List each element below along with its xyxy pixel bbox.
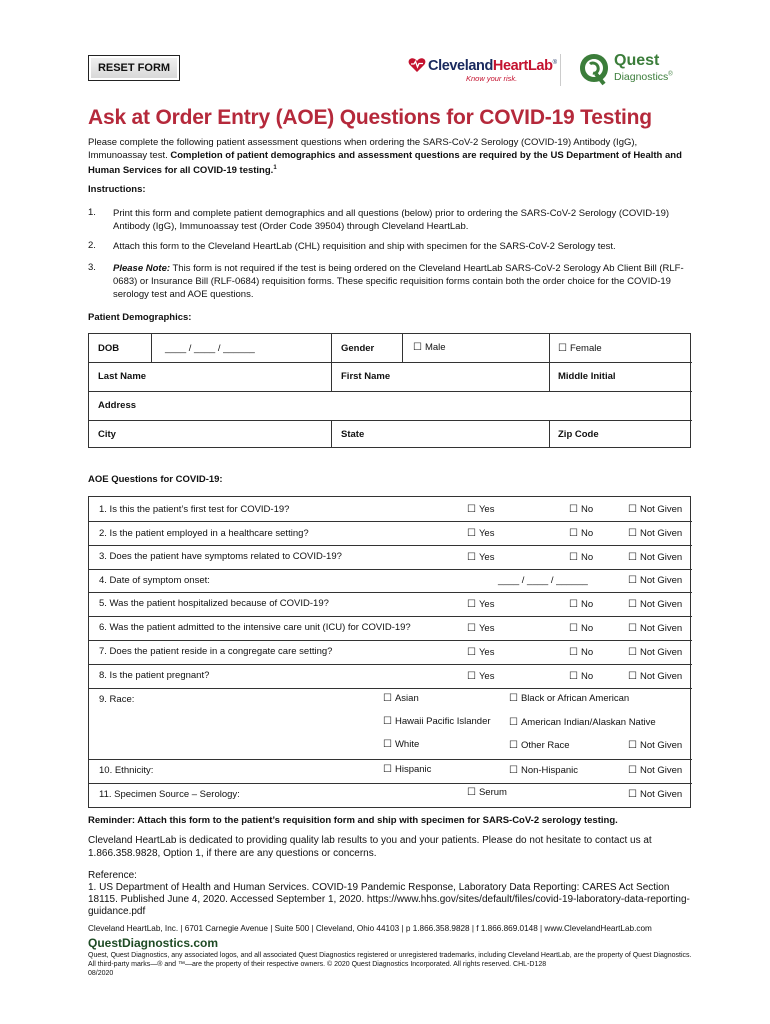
instruction-number: 2. xyxy=(88,240,96,251)
female-checkbox[interactable]: ☐ Female xyxy=(558,343,602,354)
q3-yes-checkbox[interactable]: ☐ Yes xyxy=(467,552,494,563)
reference-block xyxy=(88,870,698,918)
serum-checkbox[interactable]: ☐ Serum xyxy=(467,787,507,798)
q1-no-checkbox[interactable]: ☐ No xyxy=(569,504,593,515)
race-hawaii-checkbox[interactable]: ☐ Hawaii Pacific Islander xyxy=(383,716,491,727)
q3-no-checkbox[interactable]: ☐ No xyxy=(569,552,593,563)
race-white-checkbox[interactable]: ☐ White xyxy=(383,739,419,750)
question-7: 7. Does the patient reside in a congregate care setting? xyxy=(99,646,333,657)
quest-sub-text: Diagnostics xyxy=(614,71,669,83)
q7-no-checkbox[interactable]: ☐ No xyxy=(569,647,593,658)
col-divider xyxy=(331,420,332,448)
instruction-number: 1. xyxy=(88,207,96,218)
reset-form-button[interactable]: RESET FORM xyxy=(88,55,180,81)
chl-wordmark xyxy=(428,58,557,74)
race-asian-checkbox[interactable]: ☐ Asian xyxy=(383,693,419,704)
question-8: 8. Is the patient pregnant? xyxy=(99,670,210,681)
row-divider xyxy=(89,362,692,363)
aoe-heading: AOE Questions for COVID-19: xyxy=(88,474,223,485)
quest-registered-mark: ® xyxy=(668,71,673,78)
q6-not-given-checkbox[interactable]: ☐ Not Given xyxy=(628,623,682,634)
row-divider xyxy=(89,420,692,421)
question-2: 2. Is the patient employed in a healthcare setting? xyxy=(99,528,309,539)
chl-tagline: Know your risk. xyxy=(466,74,518,83)
col-divider xyxy=(549,420,550,448)
question-1: 1. Is this the patient’s first test for COVID-19? xyxy=(99,504,290,515)
ethnicity-non-hispanic-checkbox[interactable]: ☐ Non-Hispanic xyxy=(509,765,578,776)
row-divider xyxy=(89,664,692,665)
q1-not-given-checkbox[interactable]: ☐ Not Given xyxy=(628,504,682,515)
race-other-checkbox[interactable]: ☐ Other Race xyxy=(509,740,570,751)
q6-yes-checkbox[interactable]: ☐ Yes xyxy=(467,623,494,634)
question-10: 10. Ethnicity: xyxy=(99,765,154,776)
page-title: Ask at Order Entry (AOE) Questions for COVID-19 Testing xyxy=(88,106,652,129)
row-divider xyxy=(89,592,692,593)
q3-not-given-checkbox[interactable]: ☐ Not Given xyxy=(628,552,682,563)
q5-no-checkbox[interactable]: ☐ No xyxy=(569,599,593,610)
quest-sub-wordmark xyxy=(614,71,673,83)
zip-label: Zip Code xyxy=(558,429,599,440)
question-9: 9. Race: xyxy=(99,694,135,705)
quest-q-icon xyxy=(578,52,610,86)
instruction-text: Attach this form to the Cleveland HeartLab (CHL) requisition and ship with specimen for the SARS-CoV-2 Serology test. xyxy=(113,241,616,252)
q8-no-checkbox[interactable]: ☐ No xyxy=(569,671,593,682)
state-label: State xyxy=(341,429,365,440)
ethnicity-not-given-checkbox[interactable]: ☐ Not Given xyxy=(628,765,682,776)
q8-not-given-checkbox[interactable]: ☐ Not Given xyxy=(628,671,682,682)
intro-bold-text: Completion of patient demographics and assessment questions are required by the US Department of Health and Human Services for all COVID-19 testing. xyxy=(88,150,682,177)
dob-field[interactable]: ____ / ____ / ______ xyxy=(165,343,255,354)
ethnicity-hispanic-checkbox[interactable]: ☐ Hispanic xyxy=(383,764,431,775)
quest-website: QuestDiagnostics.com xyxy=(88,936,219,950)
q4-not-given-checkbox[interactable]: ☐ Not Given xyxy=(628,575,682,586)
row-divider xyxy=(89,640,692,641)
row-divider xyxy=(89,569,692,570)
row-divider xyxy=(89,391,692,392)
instruction-text-note xyxy=(113,262,688,301)
question-11: 11. Specimen Source – Serology: xyxy=(99,789,240,800)
q2-not-given-checkbox[interactable]: ☐ Not Given xyxy=(628,528,682,539)
reference-heading: Reference: xyxy=(88,870,137,881)
city-label: City xyxy=(98,429,116,440)
q8-yes-checkbox[interactable]: ☐ Yes xyxy=(467,671,494,682)
intro-footnote-ref: 1 xyxy=(273,165,277,171)
q6-no-checkbox[interactable]: ☐ No xyxy=(569,623,593,634)
race-not-given-checkbox[interactable]: ☐ Not Given xyxy=(628,740,682,751)
col-divider xyxy=(331,334,332,391)
row-divider xyxy=(89,688,692,689)
legal-text: Quest, Quest Diagnostics, any associated logos, and all associated Quest Diagnostics registered or unregistered trademarks, including Cleveland HeartLab, are the property of Quest Diagnostics. All third-party marks—® and ™—are the property of their respective owners. © 2020 Quest Diagnostics Incorporated. All rights reserved. CHL-D128 xyxy=(88,952,692,968)
row-divider xyxy=(89,545,692,546)
aoe-questions-table xyxy=(88,496,691,808)
chl-wordmark-b: HeartLab xyxy=(492,58,553,74)
q7-yes-checkbox[interactable]: ☐ Yes xyxy=(467,647,494,658)
q2-yes-checkbox[interactable]: ☐ Yes xyxy=(467,528,494,539)
question-5: 5. Was the patient hospitalized because of COVID-19? xyxy=(99,598,329,609)
q5-not-given-checkbox[interactable]: ☐ Not Given xyxy=(628,599,682,610)
race-native-checkbox[interactable]: ☐ American Indian/Alaskan Native xyxy=(509,717,656,728)
address-label: Address xyxy=(98,400,137,411)
document-date-code: 08/2020 xyxy=(88,970,114,977)
legal-notice xyxy=(88,951,698,978)
q5-yes-checkbox[interactable]: ☐ Yes xyxy=(467,599,494,610)
please-note-label: Please Note: xyxy=(113,263,171,274)
quest-wordmark: Quest xyxy=(614,52,660,69)
demographics-heading: Patient Demographics: xyxy=(88,312,192,323)
q7-not-given-checkbox[interactable]: ☐ Not Given xyxy=(628,647,682,658)
dob-label: DOB xyxy=(98,343,120,354)
instructions-heading: Instructions: xyxy=(88,184,146,195)
col-divider xyxy=(402,334,403,362)
question-6: 6. Was the patient admitted to the intensive care unit (ICU) for COVID-19? xyxy=(99,622,411,633)
intro-plain-text: Please complete the following patient assessment questions when ordering the SARS-CoV-2 Serology (COVID-19) Antibody (IgG), Immunoassay test. xyxy=(88,137,638,161)
row-divider xyxy=(89,521,692,522)
reminder-text: Reminder: Attach this form to the patient’s requisition form and ship with specimen for SARS-CoV-2 serology testing. xyxy=(88,815,618,826)
heart-icon xyxy=(408,57,426,73)
gender-label: Gender xyxy=(341,343,375,354)
chl-wordmark-a: Cleveland xyxy=(428,58,493,74)
demographics-table xyxy=(88,333,691,448)
q2-no-checkbox[interactable]: ☐ No xyxy=(569,528,593,539)
instruction-text: Print this form and complete patient demographics and all questions (below) prior to ordering the SARS-CoV-2 Serology (COVID-19) Antibody (IgG), Immunoassay test (Order Code 39504) through Cleveland HeartLab. xyxy=(113,208,670,232)
reference-citation: 1. US Department of Health and Human Services. COVID-19 Pandemic Response, Laboratory Data Reporting: CARES Act Section 18115. Published June 4, 2020. Accessed September 1, 2020. https://www.hhs.gov/sites/default/files/covid-19-laboratory-data-reporting-guidance.pdf xyxy=(88,882,690,917)
q1-yes-checkbox[interactable]: ☐ Yes xyxy=(467,504,494,515)
contact-paragraph: Cleveland HeartLab is dedicated to providing quality lab results to you and your patients. Please do not hesitate to contact us at 1.866.358.9828, Option 1, if there are any questions or concerns. xyxy=(88,835,652,859)
middle-initial-label: Middle Initial xyxy=(558,371,616,382)
col-divider xyxy=(549,334,550,391)
q11-not-given-checkbox[interactable]: ☐ Not Given xyxy=(628,789,682,800)
instruction-number: 3. xyxy=(88,262,96,273)
note-text: This form is not required if the test is being ordered on the Cleveland HeartLab SARS-CoV-2 Serology Ab Client Bill (RLF-0683) or Insurance Bill (RLF-0684) requisition forms. These specific requisition forms contain both the order choice for the COVID-19 serology test and AOE questions. xyxy=(113,263,684,300)
male-checkbox[interactable]: ☐ Male xyxy=(413,342,446,353)
chl-registered-mark: ® xyxy=(552,60,557,67)
intro-paragraph xyxy=(88,136,688,177)
symptom-onset-date-field[interactable]: ____ / ____ / ______ xyxy=(498,575,588,586)
race-black-checkbox[interactable]: ☐ Black or African American xyxy=(509,693,629,704)
col-divider xyxy=(151,334,152,362)
question-4: 4. Date of symptom onset: xyxy=(99,575,210,586)
row-divider xyxy=(89,616,692,617)
company-address: Cleveland HeartLab, Inc. | 6701 Carnegie Avenue | Suite 500 | Cleveland, Ohio 44103 | p 1.866.358.9828 | f 1.866.869.0148 | www.ClevelandHeartLab.com xyxy=(88,924,652,933)
first-name-label: First Name xyxy=(341,371,391,382)
question-3: 3. Does the patient have symptoms related to COVID-19? xyxy=(99,551,342,562)
row-divider xyxy=(89,759,692,760)
last-name-label: Last Name xyxy=(98,371,147,382)
row-divider xyxy=(89,783,692,784)
logo-divider xyxy=(560,54,561,86)
